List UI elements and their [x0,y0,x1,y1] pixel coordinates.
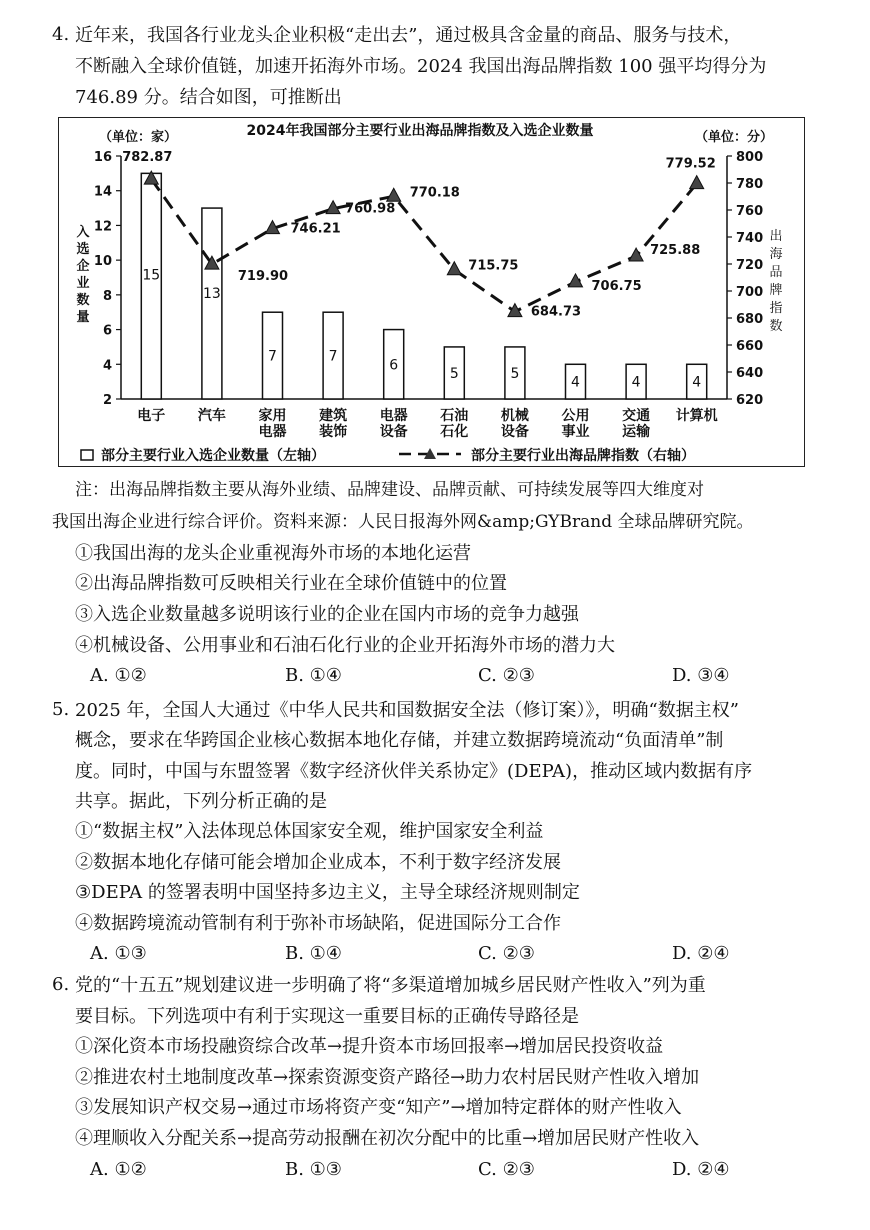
category-label: 设备 [500,424,529,440]
line-point-marker [387,188,401,201]
line-data-label: 782.87 [122,150,173,166]
category-label: 汽车 [197,408,226,424]
left-axis-char: 企 [76,259,90,274]
question-number: 5. [52,699,70,720]
bar [202,208,222,399]
option-d[interactable]: D. ③④ [672,665,730,686]
right-tick-label: 620 [736,393,764,408]
category-label: 电器 [258,424,287,440]
statement: ④数据跨境流动管制有利于弥补市场缺陷，促进国际分工合作 [75,913,561,934]
statement: ④机械设备、公用事业和石油石化行业的企业开拓海外市场的潜力大 [75,635,615,656]
question-stem-line: 要目标。下列选项中有利于实现这一重要目标的正确传导路径是 [75,1006,579,1027]
option-c[interactable]: C. ②③ [478,943,535,964]
legend-bar-swatch [81,450,93,460]
category-label: 家用 [258,408,287,424]
question-stem-line: 近年来，我国各行业龙头企业积极“走出去”，通过极具含金量的商品、服务与技术， [75,25,742,46]
line-data-label: 715.75 [468,258,519,274]
question-stem-line: 746.89 分。结合如图，可推断出 [75,87,342,108]
option-b[interactable]: B. ①④ [285,665,342,686]
statement: ④理顺收入分配关系→提高劳动报酬在初次分配中的比重→增加居民财产性收入 [75,1128,700,1149]
category-label: 计算机 [675,408,718,424]
right-axis-char: 海 [769,247,783,262]
option-d[interactable]: D. ②④ [672,943,730,964]
category-label: 公用 [561,408,590,424]
right-tick-label: 720 [736,258,764,273]
left-axis-char: 数 [76,293,90,308]
question-stem-line: 概念，要求在华跨国企业核心数据本地化存储，并建立数据跨境流动“负面清单”制 [75,730,724,751]
right-tick-label: 680 [736,312,764,327]
bar-value-label: 7 [268,348,277,365]
right-tick-label: 800 [736,150,764,165]
option-a[interactable]: A. ①③ [90,943,147,964]
category-label: 建筑 [319,408,348,424]
right-tick-label: 740 [736,231,764,246]
statement: ②出海品牌指数可反映相关行业在全球价值链中的位置 [75,573,507,594]
option-c[interactable]: C. ②③ [478,1159,535,1180]
option-d[interactable]: D. ②④ [672,1159,730,1180]
line-data-label: 725.88 [650,243,701,259]
category-label: 石化 [440,424,469,440]
line-data-label: 746.21 [290,221,341,237]
line-data-label: 706.75 [591,278,642,294]
line-point-marker [629,248,643,261]
left-axis-char: 入 [76,225,90,240]
line-data-label: 684.73 [530,304,582,320]
chart-note-line: 我国出海企业进行综合评价。资料来源：人民日报海外网&amp;GYBrand 全球品牌研究院。 [52,512,754,532]
bar-value-label: 4 [571,374,580,391]
question-number: 4. [52,24,70,45]
bar-value-label: 4 [692,374,702,391]
bar [141,173,161,399]
category-label: 机械 [500,408,529,424]
left-axis-label [76,224,89,325]
legend-bar-label: 部分主要行业入选企业数量（左轴） [101,448,325,464]
option-b[interactable]: B. ①④ [285,943,342,964]
right-axis-char: 出 [769,229,783,244]
right-axis-char: 牌 [769,283,783,298]
chart-frame [58,117,805,467]
right-tick-label: 760 [736,204,764,219]
statement: ①我国出海的龙头企业重视海外市场的本地化运营 [75,543,471,564]
question-stem-line: 度。同时，中国与东盟签署《数字经济伙伴关系协定》(DEPA)，推动区域内数据有序 [75,761,753,782]
left-tick-label: 14 [93,184,112,200]
statement: ①“数据主权”入法体现总体国家安全观，维护国家安全利益 [75,821,544,842]
bar-value-label: 15 [142,267,161,284]
right-tick-label: 640 [736,366,764,381]
question-stem-line: 不断融入全球价值链，加速开拓海外市场。2024 我国出海品牌指数 100 强平均得分为 [75,56,767,77]
chart-note-line: 注：出海品牌指数主要从海外业绩、品牌建设、品牌贡献、可持续发展等四大维度对 [75,480,704,500]
statement: ③发展知识产权交易→通过市场将资产变“知产”→增加特定群体的财产性收入 [75,1097,682,1118]
category-label: 事业 [561,424,590,440]
bar-value-label: 7 [328,348,338,365]
left-tick-label: 8 [102,288,112,304]
right-tick-label: 700 [736,285,764,300]
line-data-label: 770.18 [409,185,460,201]
right-axis-char: 数 [769,319,783,334]
bar-value-label: 4 [631,374,641,391]
plot-area [94,150,763,440]
line-point-marker [690,176,704,189]
bar-value-label: 5 [449,365,459,382]
right-tick-label: 780 [736,177,764,192]
combo-chart [59,118,804,466]
statement: ③入选企业数量越多说明该行业的企业在国内市场的竞争力越强 [75,604,579,625]
left-tick-label: 4 [102,358,112,374]
question-stem-line: 共享。据此，下列分析正确的是 [75,791,327,812]
statement: ③DEPA 的签署表明中国坚持多边主义，主导全球经济规则制定 [75,882,580,903]
right-tick-label: 660 [736,339,764,354]
option-b[interactable]: B. ①③ [285,1159,342,1180]
statement: ②推进农村土地制度改革→探索资源变资产路径→助力农村居民财产性收入增加 [75,1067,700,1088]
left-axis-char: 选 [76,242,90,257]
right-axis-char: 品 [769,265,783,280]
left-tick-label: 6 [102,323,112,339]
left-tick-label: 10 [93,254,112,270]
bar-value-label: 6 [389,357,399,374]
left-unit-label: （单位：家） [99,130,178,145]
category-label: 装饰 [319,424,348,440]
category-label: 石油 [440,408,469,424]
question-number: 6. [52,974,70,995]
chart-title: 2024年我国部分主要行业出海品牌指数及入选企业数量 [246,123,594,139]
line-data-label: 760.98 [345,201,396,217]
question-stem-line: 2025 年，全国人大通过《中华人民共和国数据安全法（修订案）》，明确“数据主权” [75,700,739,721]
line-data-label: 719.90 [237,269,289,285]
category-label: 交通 [622,408,651,424]
category-label: 运输 [622,424,651,440]
line-data-label: 779.52 [665,156,716,172]
question-stem-line: 党的“十五五”规划建议进一步明确了将“多渠道增加城乡居民财产性收入”列为重 [75,975,706,996]
left-axis-char: 业 [76,276,90,291]
right-axis-char: 指 [769,301,783,316]
option-a[interactable]: A. ①② [90,665,147,686]
left-tick-label: 16 [93,150,112,165]
bar-value-label: 5 [510,365,520,382]
bar-value-label: 13 [202,285,221,302]
legend-line-label: 部分主要行业出海品牌指数（右轴） [471,448,695,464]
statement: ①深化资本市场投融资综合改革→提升资本市场回报率→增加居民投资收益 [75,1036,664,1057]
right-axis-label [769,228,782,334]
left-tick-label: 2 [102,393,112,408]
option-a[interactable]: A. ①② [90,1159,147,1180]
category-label: 电子 [137,408,166,424]
category-label: 设备 [379,424,408,440]
right-unit-label: （单位：分） [695,130,774,145]
left-axis-char: 量 [76,310,90,325]
statement: ②数据本地化存储可能会增加企业成本，不利于数字经济发展 [75,852,561,873]
category-label: 电器 [379,408,408,424]
left-tick-label: 12 [93,219,112,235]
option-c[interactable]: C. ②③ [478,665,535,686]
